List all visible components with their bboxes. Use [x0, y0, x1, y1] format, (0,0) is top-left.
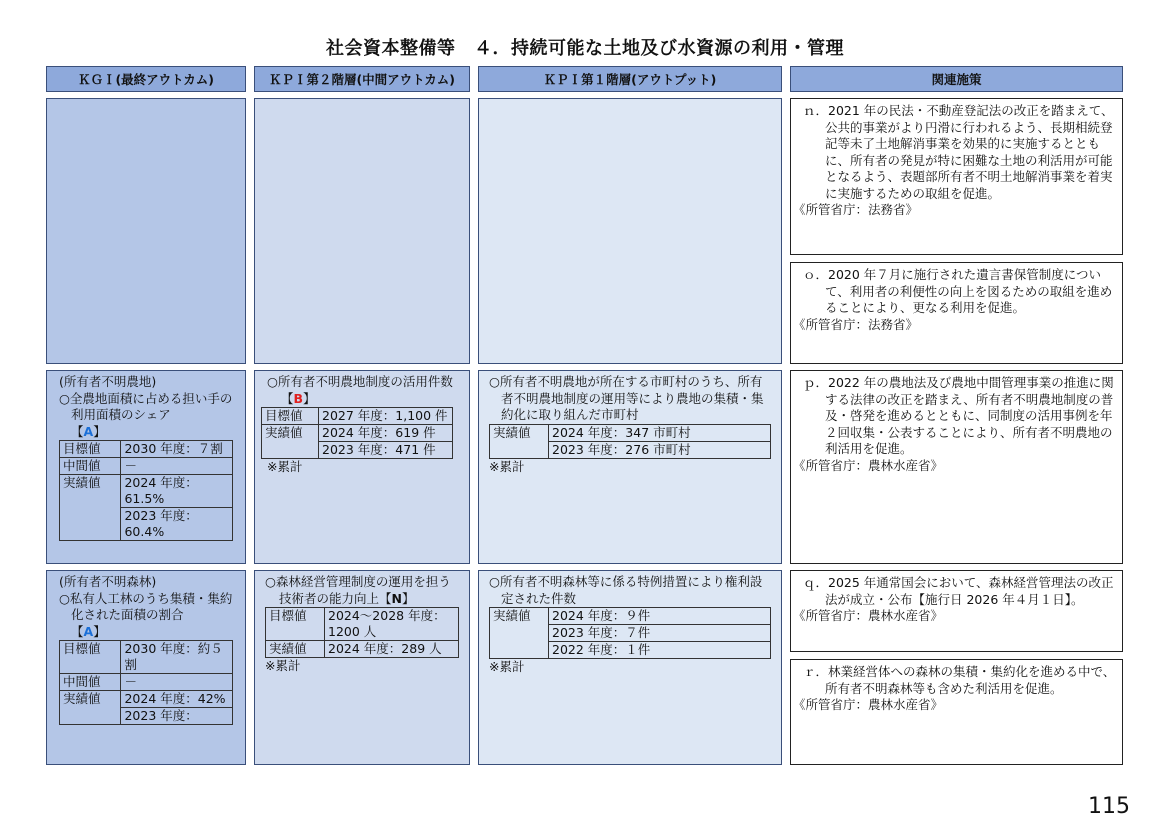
row-label: 目標値 [262, 408, 319, 425]
measure-o-ministry: 《所管省庁：法務省》 [793, 316, 919, 332]
row-value: － [121, 674, 233, 691]
kpi2-empty-cell [254, 98, 470, 364]
kgi-farm-values [59, 440, 233, 541]
kpi1-forest-note: ※累計 [489, 659, 525, 674]
table-row [60, 475, 233, 508]
badge-open: 【 [71, 623, 84, 639]
kpi1-empty-cell [478, 98, 782, 364]
row-value: 2024 年度：289 人 [325, 641, 459, 658]
row-label: 実績値 [60, 691, 121, 725]
table-row [60, 674, 233, 691]
kpi2-farm-cell [254, 370, 470, 564]
measure-p [790, 370, 1123, 564]
row-value: 2027 年度：1,100 件 [319, 408, 453, 425]
rating-badge: A [83, 623, 94, 639]
row-value: 2023 年度：７件 [549, 625, 771, 642]
badge-close: 】 [93, 623, 106, 639]
kgi-empty-cell [46, 98, 246, 364]
badge-close: 】 [402, 590, 415, 606]
table-row [262, 425, 453, 442]
measure-o-text: ｏ．2020 年７月に施行された遺言書保管制度について、利用者の利便性の向上を図るための取組を進めることにより、更なる利用を促進。 [803, 267, 1113, 315]
kpi2-farm-name-text: ○所有者不明農地制度の活用件数 [267, 374, 453, 389]
badge-open: 【 [379, 590, 392, 606]
page-number: 115 [1088, 794, 1130, 819]
kpi1-forest-values [489, 607, 771, 659]
page-title: 社会資本整備等 ４．持続可能な土地及び水資源の利用・管理 [326, 38, 844, 59]
table-row [266, 641, 459, 658]
row-label: 実績値 [60, 475, 121, 541]
row-label: 目標値 [60, 441, 121, 458]
kgi-forest-badge [59, 624, 241, 641]
row-value: 2024 年度：347 市町村 [549, 424, 771, 441]
kgi-farm-badge [59, 424, 241, 441]
row-value: 2023 年度： [121, 708, 233, 725]
measure-q-text: ｑ．2025 年通常国会において、森林経営管理法の改正法が成立・公布【施行日 2026 年４月１日】。 [803, 575, 1114, 607]
row-value: 2024 年度：９件 [549, 608, 771, 625]
measure-n-ministry: 《所管省庁：法務省》 [793, 202, 919, 217]
measure-p-text: ｐ．2022 年の農地法及び農地中間管理事業の推進に関する法律の改正を踏まえ、所有者不明農地制度の普及・啓発を進めるとともに、同制度の活用事例を年２回収集・公表することにより、所有者不明農地の利活用を促進。 [803, 375, 1114, 456]
kpi1-farm-name: ○所有者不明農地が所在する市町村のうち、所有者不明農地制度の運用等により農地の集積・集約化に取り組んだ市町村 [489, 374, 764, 422]
header-measures: 関連施策 [790, 66, 1123, 92]
header-kgi: ＫＧＩ(最終アウトカム) [46, 66, 246, 92]
kpi2-forest-name-text: ○森林経営管理制度の運用を担う技術者の能力向上 [265, 574, 451, 606]
row-value: 2023 年度：471 件 [319, 442, 453, 459]
kgi-forest-values [59, 640, 233, 725]
kpi1-farm-values [489, 424, 771, 459]
row-value: － [121, 458, 233, 475]
row-label: 実績値 [490, 608, 549, 659]
kpi2-forest-values [265, 607, 459, 658]
row-value: 2030 年度：７割 [121, 441, 233, 458]
kpi2-farm-values [261, 407, 453, 459]
kpi2-farm-name [267, 374, 463, 407]
row-value: 2023 年度：60.4% [121, 508, 233, 541]
kgi-forest-cell [46, 570, 246, 765]
kpi2-farm-note: ※累計 [267, 459, 303, 474]
kgi-farm-category: (所有者不明農地) [59, 374, 157, 389]
table-row [266, 608, 459, 641]
row-value: 2023 年度：276 市町村 [549, 441, 771, 458]
badge-open: 【 [281, 390, 294, 406]
measure-n [790, 98, 1123, 255]
measure-o [790, 262, 1123, 364]
kpi1-farm-note: ※累計 [489, 458, 525, 474]
header-kpi1: ＫＰＩ第１階層(アウトプット) [478, 66, 782, 92]
row-label: 中間値 [60, 674, 121, 691]
kpi2-forest-cell [254, 570, 470, 765]
measure-p-ministry: 《所管省庁：農林水産省》 [793, 457, 944, 473]
row-value: 2024 年度：42% [121, 691, 233, 708]
row-label: 実績値 [262, 425, 319, 459]
header-kpi2: ＫＰＩ第２階層(中間アウトカム) [254, 66, 470, 92]
row-value: 2024～2028 年度：1200 人 [325, 608, 459, 641]
table-row [60, 441, 233, 458]
table-row [60, 458, 233, 475]
measure-q [790, 570, 1123, 652]
row-label: 目標値 [266, 608, 325, 641]
row-label: 実績値 [266, 641, 325, 658]
rating-badge: A [83, 423, 94, 439]
kgi-forest-name: ○私有人工林のうち集積・集約化された面積の割合 [59, 590, 233, 622]
row-label: 中間値 [60, 458, 121, 475]
row-value: 2024 年度：61.5% [121, 475, 233, 508]
measure-n-text: ｎ．2021 年の民法・不動産登記法の改正を踏まえて、公共的事業がより円滑に行われるよう、長期相続登記等未了土地解消事業を効果的に実施するとともに、所有者の発見が特に困難な土地の利活用が可能となるよう、表題部所有者不明土地解消事業を着実に実施するための取組を促進。 [803, 103, 1114, 201]
rating-badge: N [391, 590, 402, 606]
kpi1-forest-cell [478, 570, 782, 765]
kpi2-forest-note: ※累計 [265, 658, 301, 673]
row-label: 実績値 [490, 424, 549, 458]
table-row [490, 608, 771, 625]
badge-open: 【 [71, 423, 84, 439]
table-row [490, 424, 771, 441]
table-row [262, 408, 453, 425]
table-row [60, 641, 233, 674]
row-label: 目標値 [60, 641, 121, 674]
measure-r-ministry: 《所管省庁：農林水産省》 [793, 697, 944, 712]
kgi-farm-name: ○全農地面積に占める担い手の利用面積のシェア [59, 390, 233, 422]
kgi-farm-cell [46, 370, 246, 564]
kpi1-forest-name: ○所有者不明森林等に係る特例措置により権利設定された件数 [489, 574, 763, 606]
row-value: 2030 年度：約５割 [121, 641, 233, 674]
measure-q-ministry: 《所管省庁：農林水産省》 [793, 608, 944, 623]
kpi2-forest-name [265, 574, 463, 607]
badge-close: 】 [93, 423, 106, 439]
badge-close: 】 [303, 390, 316, 406]
table-row [60, 691, 233, 708]
kpi1-farm-cell [478, 370, 782, 564]
measure-r-text: ｒ．林業経営体への森林の集積・集約化を進める中で、所有者不明森林等も含めた利活用を促進。 [803, 664, 1116, 696]
kgi-forest-category: (所有者不明森林) [59, 574, 157, 589]
row-value: 2024 年度：619 件 [319, 425, 453, 442]
row-value: 2022 年度：１件 [549, 642, 771, 659]
measure-r [790, 659, 1123, 765]
rating-badge: B [293, 390, 304, 406]
